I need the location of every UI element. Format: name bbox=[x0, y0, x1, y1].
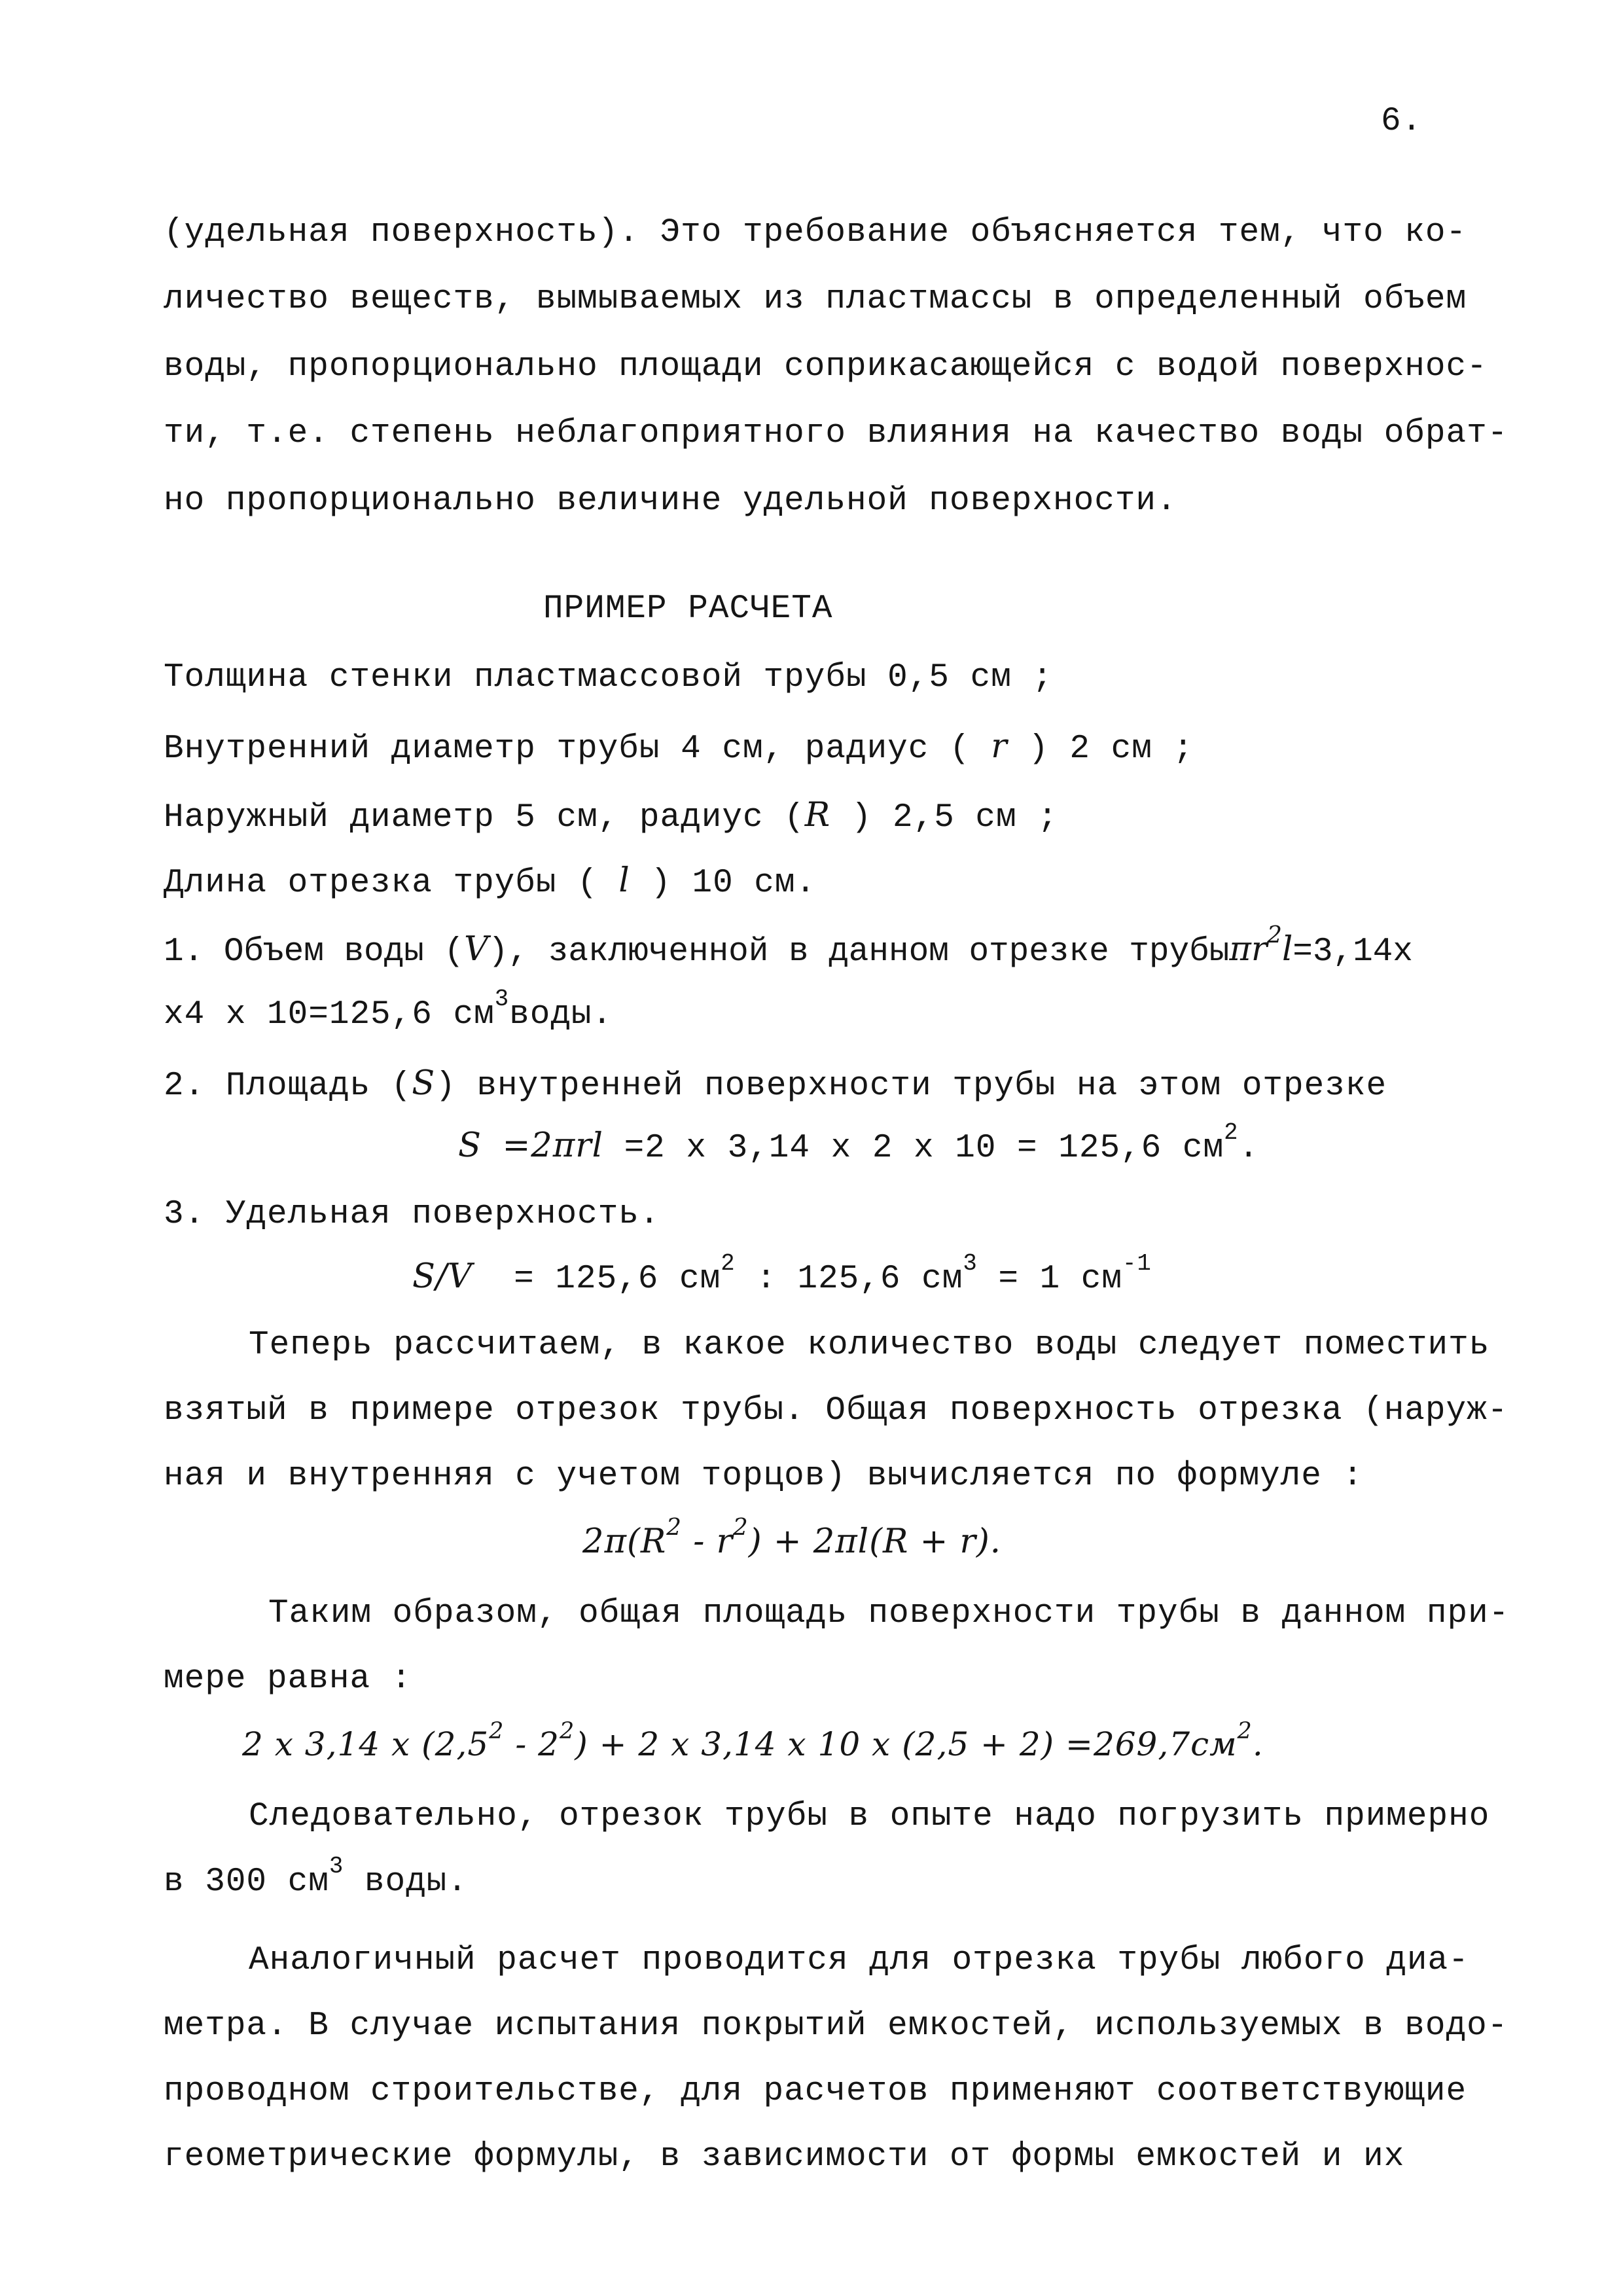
step2-text-a: 2. Площадь ( bbox=[164, 1067, 412, 1105]
symbol-S: S bbox=[412, 1064, 436, 1103]
paragraph4-line-1: Следовательно, отрезок трубы в опыте надо погрузить примерно bbox=[249, 1798, 1490, 1835]
numeric-formula-c: ) + 2 х 3,14 х 10 х (2,5 + 2) =269,7см bbox=[575, 1725, 1238, 1763]
step2-formula-lhs: S bbox=[458, 1126, 482, 1165]
inner-diameter-line bbox=[164, 727, 1194, 768]
inner-diameter-text: Внутренний диаметр трубы 4 см, радиус ( bbox=[164, 730, 971, 768]
numeric-formula-a: 2 х 3,14 х (2,5 bbox=[242, 1725, 490, 1763]
step1-text-d: х4 х 10=125,6 см bbox=[164, 996, 495, 1033]
paragraph5-line-3: проводном строительстве, для расчетов применяют соответствующие bbox=[164, 2073, 1467, 2110]
general-formula-c: ) + 2πl(R + r). bbox=[748, 1522, 1002, 1561]
numeric-formula-b: - 2 bbox=[515, 1725, 560, 1763]
numeric-formula-c-exp: 2 bbox=[1237, 1717, 1253, 1744]
paragraph1-line-4: ти, т.е. степень неблагоприятного влияния на качество воды обрат- bbox=[164, 415, 1508, 452]
paragraph4-line-2 bbox=[164, 1853, 468, 1901]
step2-formula-exp: 2 bbox=[1224, 1119, 1239, 1147]
paragraph5-line-2: метра. В случае испытания покрытий емкостей, используемых в водо- bbox=[164, 2007, 1508, 2045]
page-number: 6. bbox=[1381, 103, 1423, 140]
step1-line-1 bbox=[164, 922, 1413, 971]
general-formula-b-exp: 2 bbox=[733, 1514, 749, 1541]
general-surface-formula bbox=[582, 1514, 1002, 1561]
step2-formula-end: . bbox=[1238, 1130, 1260, 1167]
symbol-r: r bbox=[991, 727, 1008, 766]
general-formula-a-exp: 2 bbox=[666, 1514, 682, 1541]
step3-label: 3. Удельная поверхность. bbox=[164, 1196, 660, 1233]
step1-text-b: ), заключенной в данном отрезке трубы bbox=[488, 933, 1230, 971]
paragraph2-line-1: Теперь рассчитаем, в какое количество воды следует поместить bbox=[249, 1327, 1490, 1364]
general-formula-a: 2π(R bbox=[582, 1522, 667, 1561]
paragraph4-line-2a: в 300 см bbox=[164, 1863, 329, 1901]
segment-length-value: ) 10 см. bbox=[651, 865, 817, 902]
step3-lhs: S/V bbox=[412, 1257, 473, 1296]
step3-exp3: -1 bbox=[1122, 1250, 1152, 1278]
step3-exp2: 3 bbox=[963, 1250, 978, 1278]
paragraph1-line-5: но пропорционально величине удельной поверхности. bbox=[164, 482, 1177, 520]
step3-exp1: 2 bbox=[721, 1250, 736, 1278]
step2-formula-2prl: =2πrl bbox=[502, 1126, 603, 1165]
numeric-formula-a-exp: 2 bbox=[489, 1717, 505, 1744]
symbol-V: V bbox=[464, 930, 488, 969]
paragraph4-line-2b: воды. bbox=[344, 1863, 468, 1901]
paragraph3-line-1: Таким образом, общая площадь поверхности трубы в данном при- bbox=[268, 1595, 1510, 1632]
paragraph2-line-2: взятый в примере отрезок трубы. Общая поверхность отрезка (наруж- bbox=[164, 1392, 1508, 1429]
paragraph1-line-1: (удельная поверхность). Это требование объясняется тем, что ко- bbox=[164, 214, 1467, 251]
step2-text-b: ) внутренней поверхности трубы на этом отрезке bbox=[435, 1067, 1387, 1105]
step3-part3: = 1 см bbox=[998, 1261, 1122, 1298]
numeric-formula-b-exp: 2 bbox=[559, 1717, 575, 1744]
numeric-surface-formula bbox=[242, 1717, 1264, 1763]
step2-formula-rest: =2 х 3,14 х 2 х 10 = 125,6 см bbox=[624, 1130, 1224, 1167]
step1-exp: 3 bbox=[494, 986, 510, 1013]
symbol-R: R bbox=[804, 796, 831, 834]
paragraph2-line-3: ная и внутренняя с учетом торцов) вычисляется по формуле : bbox=[164, 1458, 1364, 1495]
step3-part2: : 125,6 см bbox=[756, 1261, 963, 1298]
step2-line-1 bbox=[164, 1064, 1387, 1105]
outer-diameter-text: Наружный диаметр 5 см, радиус ( bbox=[164, 799, 805, 836]
segment-length-line bbox=[164, 861, 817, 902]
step3-part1: = 125,6 см bbox=[514, 1261, 721, 1298]
step1-formula: $\pi r^2l$ bbox=[1229, 922, 1293, 969]
wall-thickness-line: Толщина стенки пластмассовой трубы 0,5 см ; bbox=[164, 659, 1054, 696]
symbol-l: l bbox=[618, 861, 630, 900]
segment-length-text: Длина отрезка трубы ( bbox=[164, 865, 598, 902]
paragraph1-line-3: воды, пропорционально площади соприкасающейся с водой поверхнос- bbox=[164, 348, 1488, 386]
step1-text-e: воды. bbox=[509, 996, 613, 1033]
step1-line-2 bbox=[164, 986, 613, 1033]
example-heading: ПРИМЕР РАСЧЕТА bbox=[543, 590, 833, 628]
step2-formula bbox=[458, 1119, 1260, 1167]
paragraph5-line-1: Аналогичный расчет проводится для отрезка трубы любого диа- bbox=[249, 1942, 1469, 1979]
outer-diameter-value: ) 2,5 см ; bbox=[851, 799, 1058, 836]
step3-formula bbox=[412, 1250, 1152, 1298]
paragraph4-exp: 3 bbox=[329, 1853, 344, 1880]
step1-text-a: 1. Объем воды ( bbox=[164, 933, 465, 971]
step1-text-c: =3,14х bbox=[1293, 933, 1413, 971]
paragraph1-line-2: личество веществ, вымываемых из пластмассы в определенный объем bbox=[164, 281, 1467, 318]
paragraph5-line-4: геометрические формулы, в зависимости от формы емкостей и их bbox=[164, 2138, 1405, 2176]
paragraph3-line-2: мере равна : bbox=[164, 1660, 412, 1698]
outer-diameter-line bbox=[164, 798, 1058, 834]
numeric-formula-end: . bbox=[1252, 1725, 1264, 1763]
general-formula-b: - r bbox=[693, 1522, 734, 1561]
inner-diameter-value: ) 2 см ; bbox=[1028, 730, 1194, 768]
